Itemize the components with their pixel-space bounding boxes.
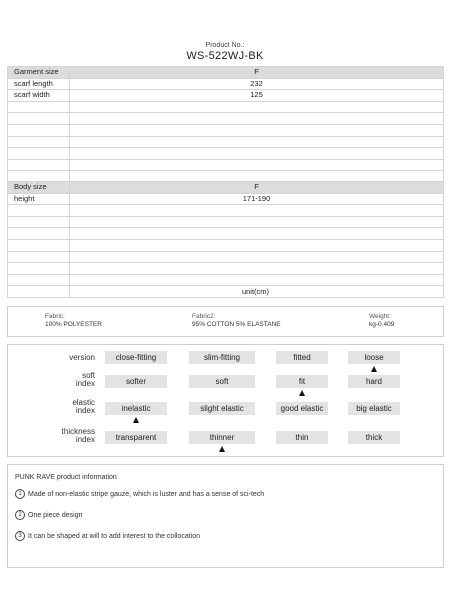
empty-cell <box>70 205 444 217</box>
product-no-label: Product No.: <box>205 42 245 49</box>
empty-row <box>8 251 444 263</box>
selected-marker-icon <box>219 446 225 452</box>
index-option: good elastic <box>276 402 328 415</box>
index-option: inelastic <box>105 402 167 415</box>
empty-row <box>8 239 444 251</box>
weight-value: kg-0.409 <box>369 321 395 328</box>
empty-row <box>8 148 444 160</box>
index-option: fit <box>276 375 328 388</box>
empty-cell <box>70 216 444 228</box>
empty-cell <box>70 251 444 263</box>
empty-cell <box>8 239 70 251</box>
garment-size-table <box>7 66 444 183</box>
empty-cell <box>70 239 444 251</box>
product-no-value: WS-522WJ-BK <box>186 50 264 62</box>
empty-cell <box>8 136 70 148</box>
table-header-row <box>8 67 444 79</box>
index-option: softer <box>105 375 167 388</box>
index-option: close-fitting <box>105 351 167 364</box>
info-item <box>15 489 264 499</box>
circled-number: 3 <box>15 531 25 541</box>
unit-label: unit(cm) <box>70 286 444 298</box>
empty-cell <box>70 228 444 240</box>
empty-cell <box>8 251 70 263</box>
empty-cell <box>8 124 70 136</box>
body-size-header: Body size <box>8 182 70 194</box>
fabric-block <box>45 313 102 329</box>
empty-row <box>8 263 444 275</box>
unit-row <box>8 286 444 298</box>
info-item-text: One piece design <box>28 511 83 519</box>
product-info-box <box>7 464 444 568</box>
index-option: loose <box>348 351 400 364</box>
index-option: transparent <box>105 431 167 444</box>
index-option: slight elastic <box>189 402 255 415</box>
empty-cell <box>8 159 70 171</box>
index-option: thick <box>348 431 400 444</box>
selected-marker-icon <box>371 366 377 372</box>
empty-row <box>8 159 444 171</box>
circled-number: 1 <box>15 489 25 499</box>
product-index-box <box>7 344 444 457</box>
table-header-row <box>8 182 444 194</box>
index-option: slim-fitting <box>189 351 255 364</box>
product-header <box>0 42 450 62</box>
index-option: soft <box>189 375 255 388</box>
index-option: hard <box>348 375 400 388</box>
empty-cell <box>70 113 444 125</box>
empty-row <box>8 101 444 113</box>
empty-row <box>8 113 444 125</box>
index-option: thin <box>276 431 328 444</box>
empty-cell <box>8 216 70 228</box>
info-item-text: Made of non-elastic stripe gauze, which is luster and has a sense of sci-tech <box>28 490 265 498</box>
fabric2-value: 95% COTTON 5% ELASTANE <box>192 321 281 328</box>
weight-block <box>369 313 394 329</box>
table-row <box>8 90 444 102</box>
empty-cell <box>8 101 70 113</box>
empty-row <box>8 228 444 240</box>
empty-cell <box>8 148 70 160</box>
row-value: 232 <box>70 78 444 90</box>
selected-marker-icon <box>299 390 305 396</box>
empty-cell <box>8 263 70 275</box>
circled-number: 2 <box>15 510 25 520</box>
empty-cell <box>70 263 444 275</box>
info-item <box>15 510 82 520</box>
empty-cell <box>70 148 444 160</box>
fabric-info-box <box>7 306 444 337</box>
fabric-value: 100% POLYESTER <box>45 321 102 328</box>
table-row <box>8 78 444 90</box>
index-option: fitted <box>276 351 328 364</box>
empty-row <box>8 124 444 136</box>
empty-cell <box>8 274 70 286</box>
fabric-label: Fabric: <box>45 313 65 320</box>
empty-cell <box>70 124 444 136</box>
index-option: big elastic <box>348 402 400 415</box>
size-f-header: F <box>70 182 444 194</box>
empty-cell <box>8 113 70 125</box>
garment-size-header: Garment size <box>8 67 70 79</box>
info-item-text: It can be shaped at will to add interest to the collocation <box>28 532 200 540</box>
info-item <box>15 531 200 541</box>
empty-cell <box>70 159 444 171</box>
body-size-table <box>7 181 444 298</box>
empty-cell <box>70 274 444 286</box>
empty-cell <box>8 228 70 240</box>
fabric2-label: Fabric2: <box>192 313 216 320</box>
row-label: scarf length <box>8 78 70 90</box>
row-label: height <box>8 193 70 205</box>
fabric2-block <box>192 313 281 329</box>
index-option: thinner <box>189 431 255 444</box>
info-title: PUNK RAVE product information <box>15 474 117 481</box>
index-label: elastic index <box>72 398 95 415</box>
empty-cell <box>8 286 70 298</box>
selected-marker-icon <box>133 417 139 423</box>
row-value: 125 <box>70 90 444 102</box>
size-f-header: F <box>70 67 444 79</box>
row-label: scarf width <box>8 90 70 102</box>
index-label: soft index <box>75 371 95 388</box>
index-label: version <box>69 353 95 362</box>
empty-row <box>8 274 444 286</box>
weight-label: Weight: <box>369 313 391 320</box>
table-row <box>8 193 444 205</box>
empty-cell <box>70 101 444 113</box>
empty-row <box>8 216 444 228</box>
row-value: 171-190 <box>70 193 444 205</box>
empty-row <box>8 205 444 217</box>
empty-cell <box>8 205 70 217</box>
empty-cell <box>70 136 444 148</box>
index-label: thickness index <box>61 427 95 444</box>
empty-row <box>8 136 444 148</box>
